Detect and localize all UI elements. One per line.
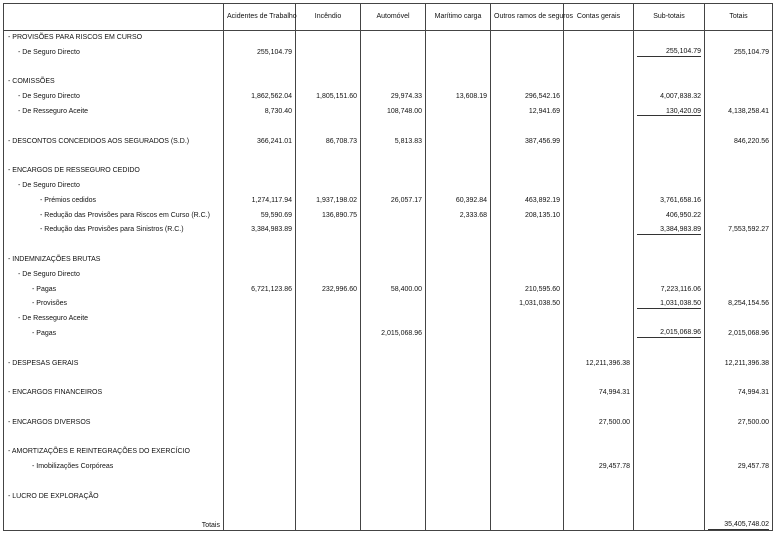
row-label: - Pagas	[4, 326, 224, 341]
header-contas-gerais: Contas gerais	[564, 4, 634, 31]
cell-value: 29,974.33	[361, 90, 426, 105]
cell-subtotal: 3,384,983.89	[634, 223, 705, 238]
table-row	[4, 208, 773, 223]
cell-total: 74,994.31	[705, 386, 773, 401]
cell-value: 86,708.73	[296, 134, 361, 149]
cell-value: 296,542.16	[491, 90, 564, 105]
row-label: - LUCRO DE EXPLORAÇÃO	[4, 489, 224, 504]
cell-value: 463,892.19	[491, 193, 564, 208]
table-row	[4, 282, 773, 297]
cell-value: 29,457.78	[564, 460, 634, 475]
cell-value: 136,890.75	[296, 208, 361, 223]
row-label: - De Seguro Directo	[4, 267, 224, 282]
row-label: - De Seguro Directo	[4, 90, 224, 105]
header-acidentes: Acidentes de Trabalho	[224, 4, 296, 31]
cell-subtotal: 7,223,116.06	[634, 282, 705, 297]
table-row	[4, 252, 773, 267]
cell-value: 58,400.00	[361, 282, 426, 297]
cell-total: 255,104.79	[705, 45, 773, 60]
row-label: - De Resseguro Aceite	[4, 312, 224, 327]
header-totais: Totais	[705, 4, 773, 31]
row-label: - ENCARGOS DIVERSOS	[4, 415, 224, 430]
cell-value: 2,333.68	[426, 208, 491, 223]
row-label: - DESPESAS GERAIS	[4, 356, 224, 371]
cell-value: 1,862,562.04	[224, 90, 296, 105]
ledger-page	[3, 3, 774, 543]
cell-total: 2,015,068.96	[705, 326, 773, 341]
row-label: - AMORTIZAÇÕES E REINTEGRAÇÕES DO EXERCÍCIO	[4, 445, 224, 460]
row-label: - De Seguro Directo	[4, 45, 224, 60]
table-row	[4, 386, 773, 401]
table-row	[4, 326, 773, 341]
table-row	[4, 134, 773, 149]
cell-value: 1,937,198.02	[296, 193, 361, 208]
cell-subtotal: 3,761,658.16	[634, 193, 705, 208]
cell-value: 1,031,038.50	[491, 297, 564, 312]
costs-table	[3, 3, 773, 531]
cell-value: 13,608.19	[426, 90, 491, 105]
row-label: - Redução das Provisões para Sinistros (R.C.)	[4, 223, 224, 238]
cell-value: 8,730.40	[224, 104, 296, 119]
table-row	[4, 164, 773, 179]
cell-value: 108,748.00	[361, 104, 426, 119]
totals-label: Totais	[4, 504, 224, 531]
cell-value: 12,941.69	[491, 104, 564, 119]
table-row	[4, 45, 773, 60]
cell-total: 29,457.78	[705, 460, 773, 475]
cell-value: 6,721,123.86	[224, 282, 296, 297]
table-row	[4, 75, 773, 90]
cell-value: 26,057.17	[361, 193, 426, 208]
row-label: - De Resseguro Aceite	[4, 104, 224, 119]
cell-value: 2,015,068.96	[361, 326, 426, 341]
cell-value: 1,805,151.60	[296, 90, 361, 105]
cell-total: 7,553,592.27	[705, 223, 773, 238]
cell-value: 387,456.99	[491, 134, 564, 149]
header-description	[4, 4, 224, 31]
cell-value: 1,274,117.94	[224, 193, 296, 208]
grand-total: 35,405,748.02	[705, 504, 773, 531]
cell-total: 4,138,258.41	[705, 104, 773, 119]
row-label: - INDEMNIZAÇÕES BRUTAS	[4, 252, 224, 267]
cell-value: 232,996.60	[296, 282, 361, 297]
cell-total: 846,220.56	[705, 134, 773, 149]
header-maritimo: Marítimo carga	[426, 4, 491, 31]
cell-value: 74,994.31	[564, 386, 634, 401]
header-row	[4, 4, 773, 31]
row-label: - Imobilizações Corpóreas	[4, 460, 224, 475]
header-automovel: Automóvel	[361, 4, 426, 31]
table-row	[4, 90, 773, 105]
cell-total: 8,254,154.56	[705, 297, 773, 312]
row-label: - DESCONTOS CONCEDIDOS AOS SEGURADOS (S.D.)	[4, 134, 224, 149]
table-row	[4, 460, 773, 475]
row-label: - Provisões	[4, 297, 224, 312]
cell-value: 59,590.69	[224, 208, 296, 223]
table-row	[4, 104, 773, 119]
row-label: - Pagas	[4, 282, 224, 297]
table-row	[4, 312, 773, 327]
row-label: - PROVISÕES PARA RISCOS EM CURSO	[4, 31, 224, 46]
cell-subtotal: 255,104.79	[634, 45, 705, 60]
cell-subtotal: 130,420.09	[634, 104, 705, 119]
table-row	[4, 223, 773, 238]
cell-value: 5,813.83	[361, 134, 426, 149]
table-row	[4, 31, 773, 46]
cell-subtotal: 4,007,838.32	[634, 90, 705, 105]
cell-value: 210,595.60	[491, 282, 564, 297]
row-label: - Prémios cedidos	[4, 193, 224, 208]
cell-value: 208,135.10	[491, 208, 564, 223]
cell-subtotal: 1,031,038.50	[634, 297, 705, 312]
table-row	[4, 415, 773, 430]
cell-value: 60,392.84	[426, 193, 491, 208]
cell-total: 27,500.00	[705, 415, 773, 430]
row-label: - Redução das Provisões para Riscos em Curso (R.C.)	[4, 208, 224, 223]
table-row	[4, 356, 773, 371]
row-label: - ENCARGOS DE RESSEGURO CEDIDO	[4, 164, 224, 179]
cell-value: 12,211,396.38	[564, 356, 634, 371]
table-row	[4, 193, 773, 208]
row-label: - De Seguro Directo	[4, 178, 224, 193]
cell-total: 12,211,396.38	[705, 356, 773, 371]
cell-value: 255,104.79	[224, 45, 296, 60]
table-row	[4, 267, 773, 282]
row-label: - ENCARGOS FINANCEIROS	[4, 386, 224, 401]
row-label: - COMISSÕES	[4, 75, 224, 90]
cell-value: 3,384,983.89	[224, 223, 296, 238]
header-outros-ramos: Outros ramos de seguros	[491, 4, 564, 31]
cell-value: 366,241.01	[224, 134, 296, 149]
table-row	[4, 178, 773, 193]
table-row	[4, 297, 773, 312]
table-row	[4, 445, 773, 460]
totals-row	[4, 504, 773, 531]
header-incendio: Incêndio	[296, 4, 361, 31]
table-row	[4, 489, 773, 504]
header-subtotais: Sub-totais	[634, 4, 705, 31]
cell-subtotal: 2,015,068.96	[634, 326, 705, 341]
cell-value: 27,500.00	[564, 415, 634, 430]
cell-subtotal: 406,950.22	[634, 208, 705, 223]
